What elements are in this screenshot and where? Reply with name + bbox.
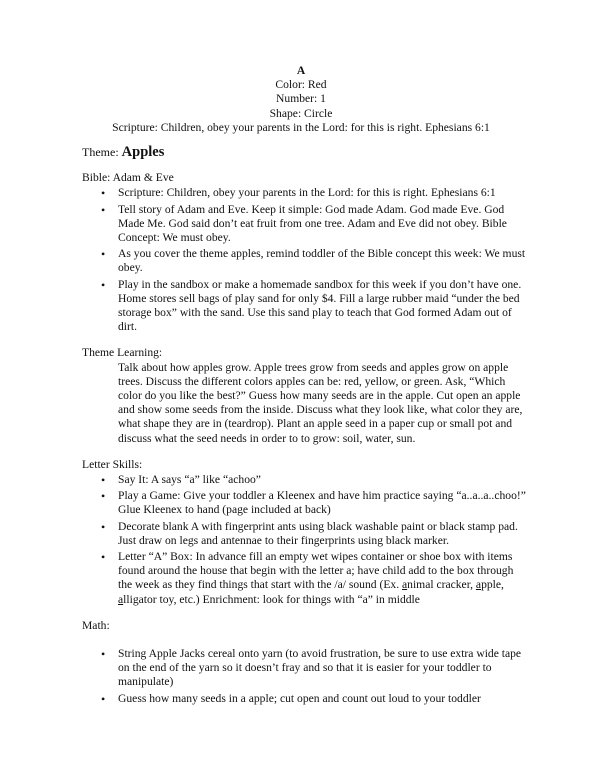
letter-box-text: lligator toy, etc.) Enrichment: look for things with “a” in middle (123, 592, 420, 606)
math-list (82, 647, 530, 706)
letter-title: A (296, 64, 306, 77)
letter-box-text: pple, (481, 578, 504, 592)
list-item: • String Apple Jacks cereal onto yarn (to avoid frustration, be sure to use extra wide tape on the end of the yarn so it doesn’t fray and so that it is easier for your toddler to manipulate) (118, 647, 530, 690)
list-item: • Guess how many seeds in a apple; cut open and count out loud to your toddler (118, 692, 530, 706)
list-item: • Play in the sandbox or make a homemade sandbox for this week if you don’t have one. Home stores sell bags of play sand for only $4. Fill a large rubber maid “under the bed storage box” with the sand. Use this sand play to teach that God formed Adam out of dirt. (118, 278, 530, 335)
math-label: Math: (82, 618, 110, 632)
letter-skills-label: Letter Skills: (82, 457, 143, 471)
list-item: • As you cover the theme apples, remind toddler of the Bible concept this week: We must obey. (118, 247, 530, 275)
color-line: Color: Red (275, 78, 327, 92)
underlined-letter: a (475, 578, 482, 592)
math-section (82, 619, 530, 706)
list-item: • Decorate blank A with fingerprint ants using black washable paint or black stamp pad. Just draw on legs and antennae to their fingerprints using black marker. (118, 520, 530, 548)
scripture-line: Scripture: Children, obey your parents in the Lord: for this is right. Ephesians 6:1 (112, 120, 490, 134)
theme-line (82, 145, 530, 159)
underlined-letter: a (118, 592, 124, 606)
number-line: Number: 1 (276, 92, 326, 106)
theme-learning-label: Theme Learning: (82, 346, 163, 360)
underlined-letter: a (402, 578, 408, 592)
shape-line: Shape: Circle (269, 106, 333, 120)
letter-skills-section (82, 458, 530, 607)
bible-section (82, 171, 530, 334)
theme-name: Apples (121, 143, 165, 160)
list-item: • Play a Game: Give your toddler a Kleenex and have him practice saying “a..a..a..choo!” Glue Kleenex to hand (page included at back) (118, 489, 530, 517)
letter-header (72, 64, 530, 135)
letter-box-text: nimal cracker, (407, 578, 476, 592)
list-item: • Scripture: Children, obey your parents in the Lord: for this is right. Ephesians 6:1 (118, 186, 530, 200)
theme-learning-section (82, 346, 530, 445)
bible-label: Bible: Adam & Eve (82, 171, 174, 185)
list-item (118, 550, 530, 607)
list-item: • Say It: A says “a” like “achoo” (118, 473, 530, 487)
theme-label: Theme: (82, 144, 119, 159)
list-item: • Tell story of Adam and Eve. Keep it simple: God made Adam. God made Eve. God Made Me. God said don’t eat fruit from one tree. Adam and Eve did not obey. Bible Concept: We must obey. (118, 203, 530, 246)
bible-list (82, 186, 530, 334)
letter-skills-list (82, 473, 530, 607)
letter-box-text: Letter “A” Box: In advance fill an empty wet wipes container or shoe box with items found around the house that begin with the letter a; have child add to the box through the week as they find things that start with the /a/ sound (Ex. (118, 549, 514, 592)
theme-learning-text: Talk about how apples grow. Apple trees grow from seeds and apples grow on apple trees. Discuss the different colors apples can be: red, yellow, or green. Ask, “Which color do you like the best?” Guess how many seeds are in the apple. Cut open an apple and show some seeds from the inside. Discuss what they look like, what color they are, what shape they are in (teardrop). Plant an apple seed in a paper cup or small pot and discuss what the seed needs in order to to grow: soil, water, sun. (118, 360, 523, 445)
